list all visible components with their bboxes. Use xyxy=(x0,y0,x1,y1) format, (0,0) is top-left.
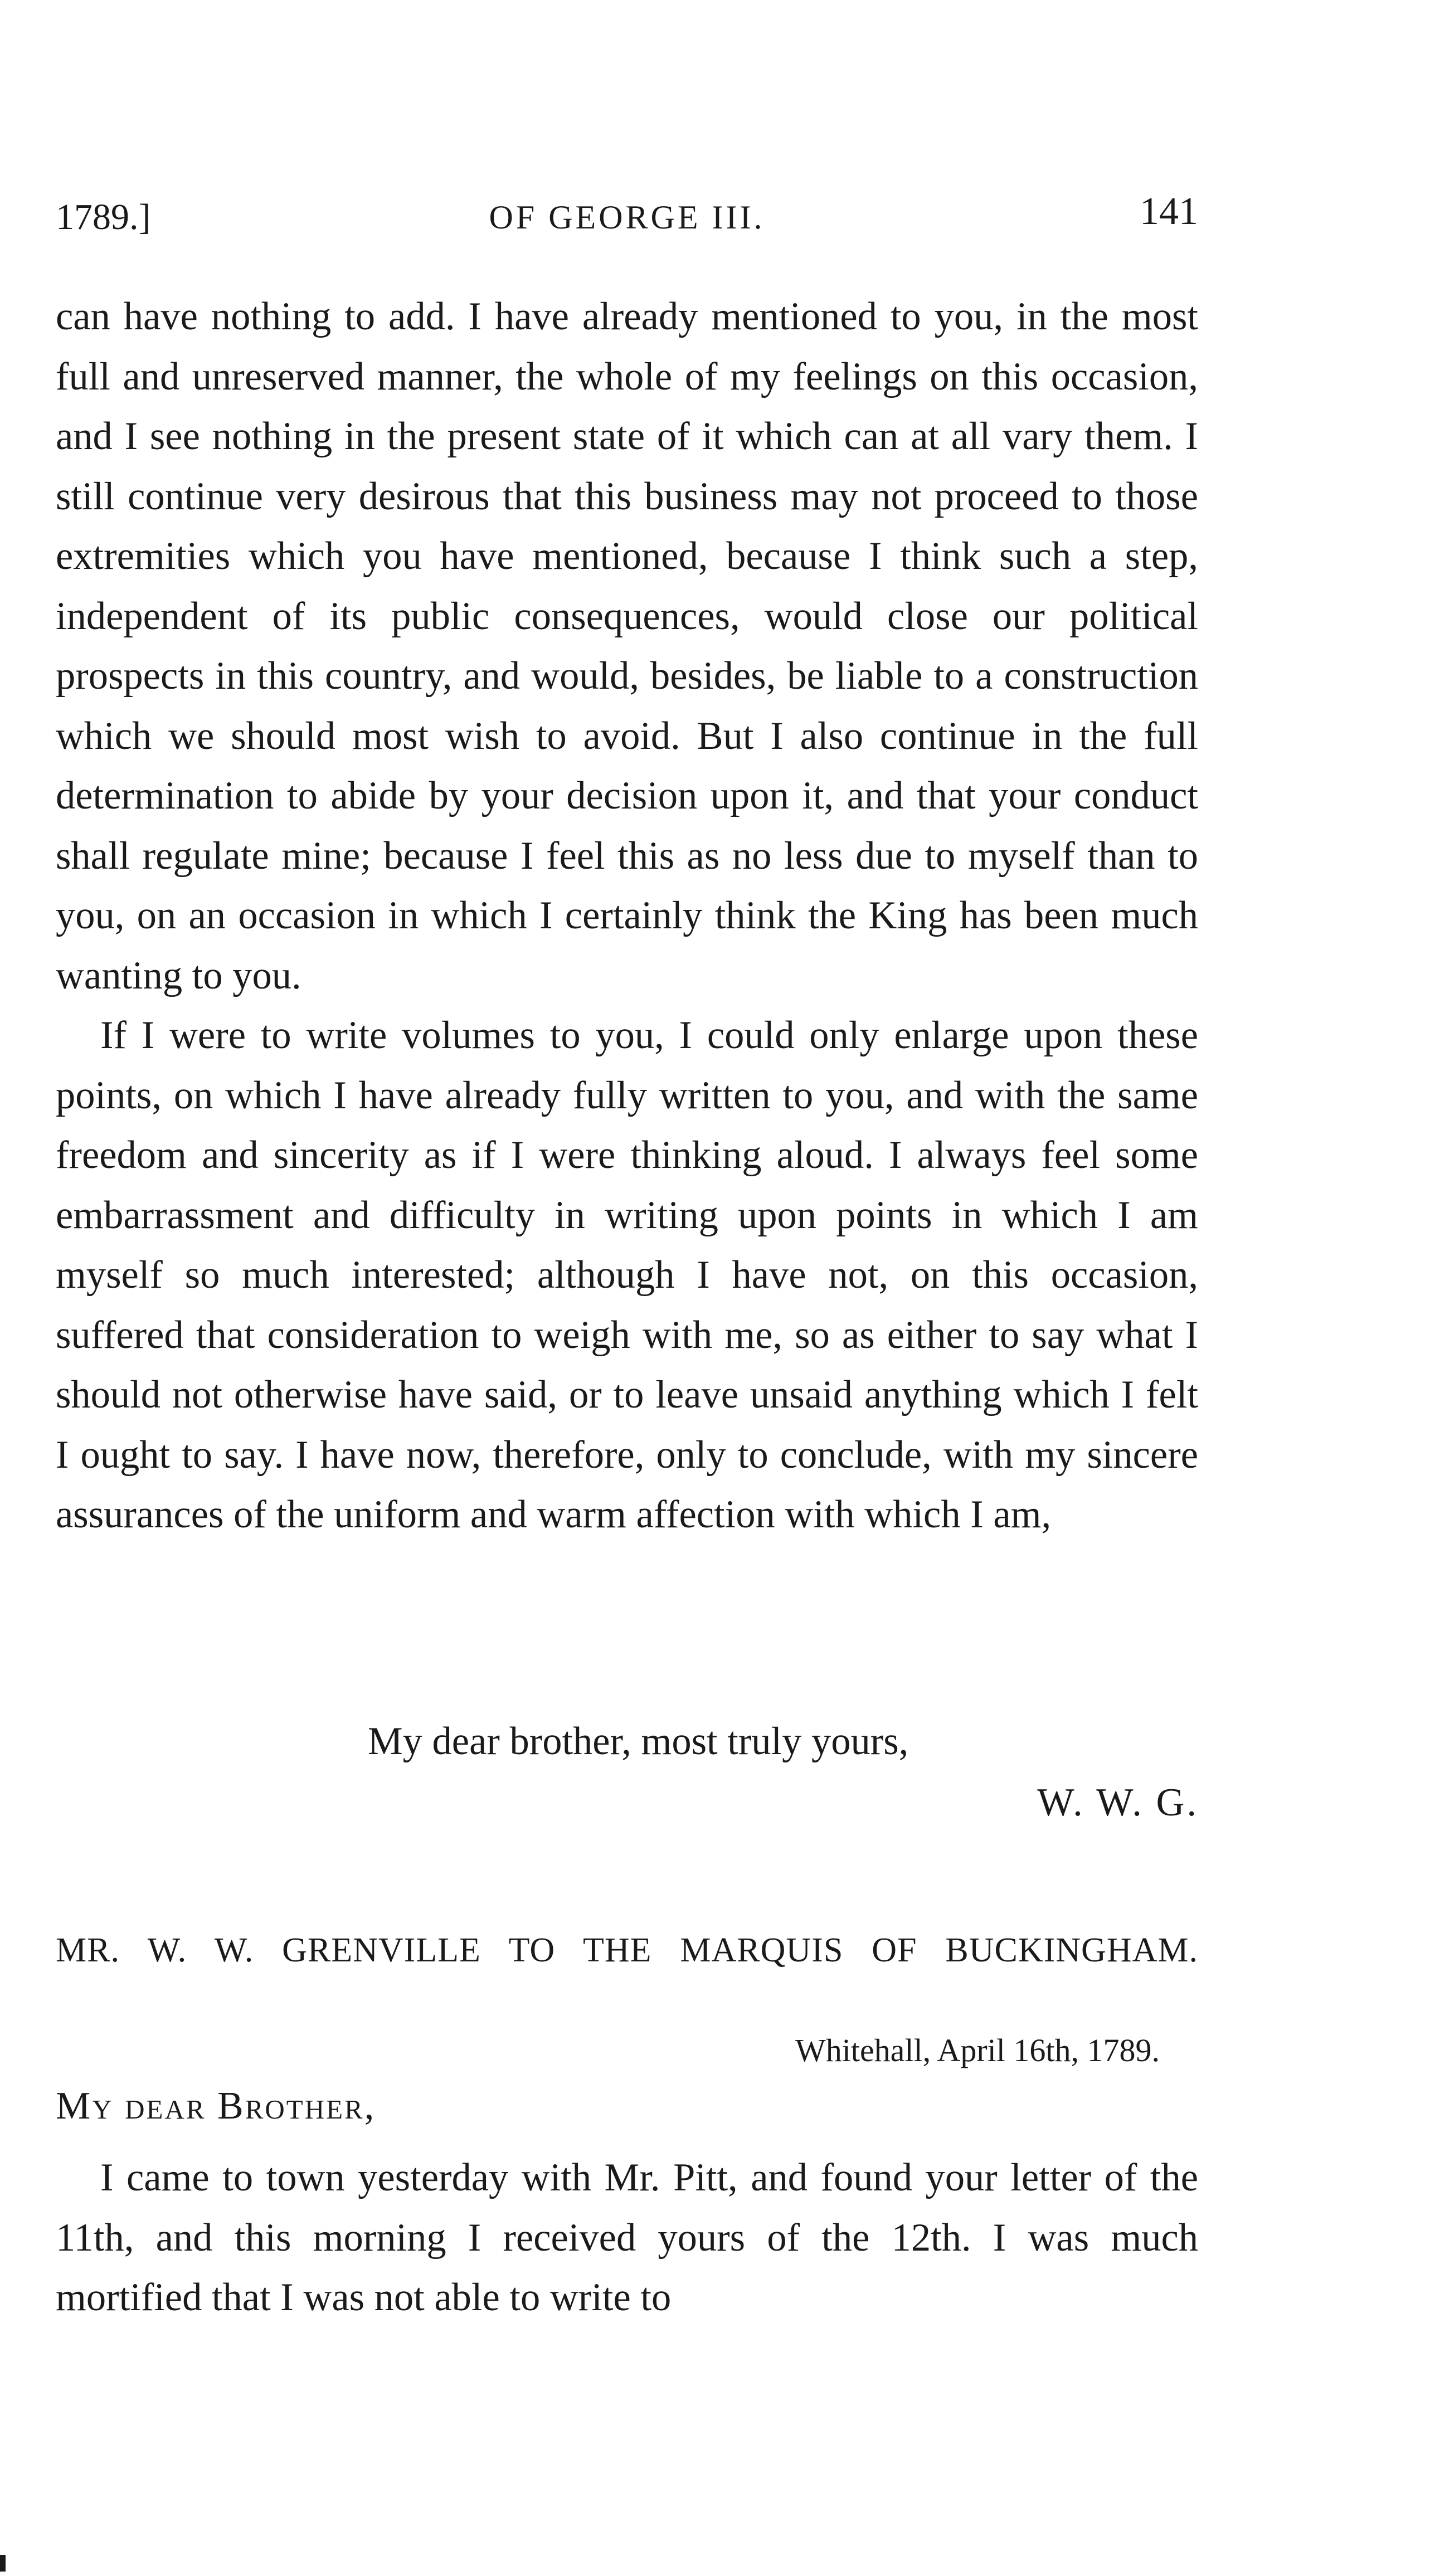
salutation: My dear Brother, xyxy=(56,2085,376,2127)
paragraph-1: can have nothing to add. I have already mentioned to you, in the most full and unreserved manner, the whole of my feelings on this occasion, and I see nothing in the present state of it which can at all vary them. I still continue very desirous that this business may not proceed to those extremities which you have mentioned, because I think such a step, independent of its public consequences, would close our political prospects in this country, and would, besides, be liable to a construction which we should most wish to avoid. But I also continue in the full determination to abide by your decision upon it, and that your conduct shall regulate mine; because I feel this as no less due to myself than to you, on an occasion in which I certainly think the King has been much wanting to you. xyxy=(56,295,1198,997)
running-head xyxy=(56,189,1198,245)
second-letter-body xyxy=(56,2148,1198,2328)
letter-heading: MR. W. W. GRENVILLE TO THE MARQUIS OF BUCKINGHAM. xyxy=(56,1931,1198,1969)
page-edge-mark xyxy=(0,2555,6,2572)
page-number: 141 xyxy=(1140,190,1198,233)
letter-body xyxy=(56,287,1198,1545)
dateline: Whitehall, April 16th, 1789. xyxy=(795,2032,1160,2068)
signature: W. W. G. xyxy=(1037,1781,1199,1824)
paragraph-2: If I were to write volumes to you, I could only enlarge upon these points, on which I have already fully written to you, and with the same freedom and sincerity as if I were thinking aloud. I always feel some embarrassment and difficulty in writing upon points in which I am myself so much interested; although I have not, on this occasion, suffered that consideration to weigh with me, so as either to say what I should not otherwise have said, or to leave unsaid anything which I felt I ought to say. I have now, therefore, only to conclude, with my sincere assurances of the uniform and warm affection with which I am, xyxy=(56,1014,1198,1536)
second-letter-paragraph: I came to town yesterday with Mr. Pitt, and found your letter of the 11th, and this morning I received yours of the 12th. I was much mortified that I was not able to write to xyxy=(56,2156,1198,2319)
header-year: 1789.] xyxy=(56,197,151,237)
header-title: OF GEORGE III. xyxy=(489,199,765,236)
closing-line: My dear brother, most truly yours, xyxy=(368,1720,909,1763)
